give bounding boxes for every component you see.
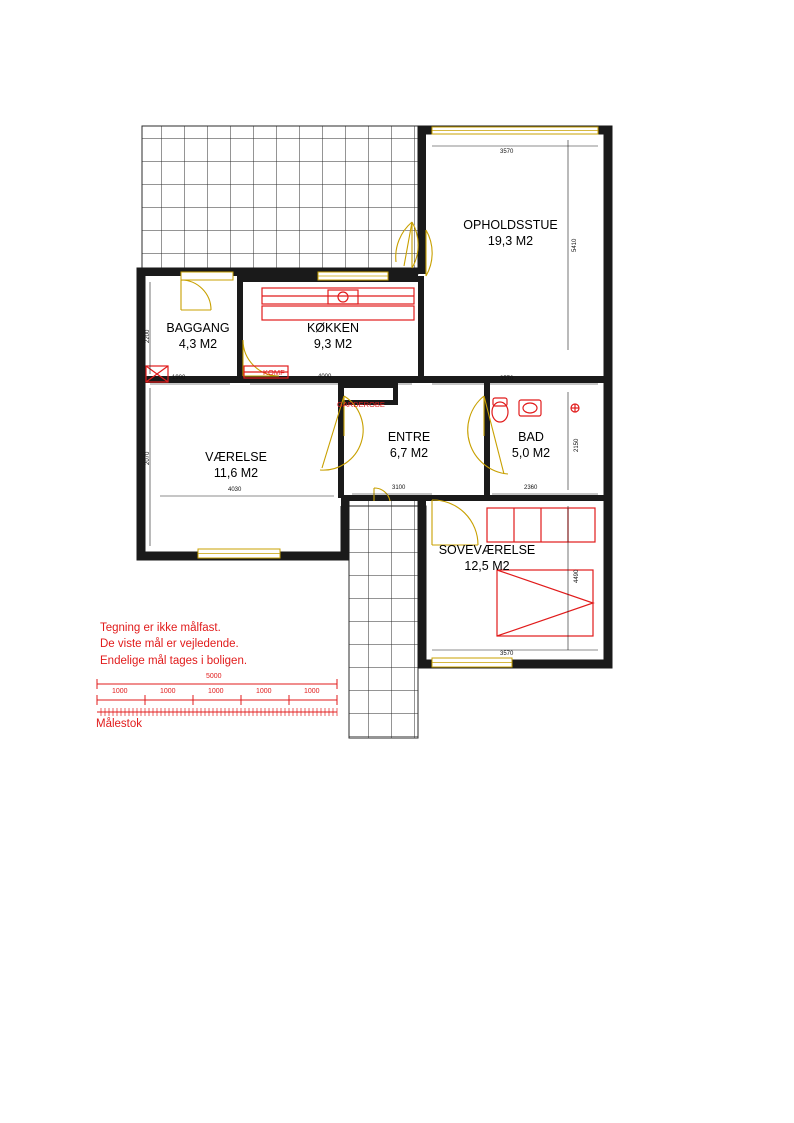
dimension-sove-bottom: 3570 bbox=[500, 651, 514, 657]
room-name: BAD bbox=[518, 430, 544, 444]
room-name: SOVEVÆRELSE bbox=[438, 543, 536, 557]
room-name: KØKKEN bbox=[306, 321, 360, 335]
label-garderobe: GARDEROBE bbox=[337, 400, 385, 409]
dimension-vaerelse-left: 2070 bbox=[145, 451, 151, 465]
dimension-opholdsstue-right: 5410 bbox=[572, 238, 578, 252]
room-area: 19,3 M2 bbox=[487, 233, 534, 248]
room-area: 4,3 M2 bbox=[178, 336, 218, 351]
bathroom-fixtures bbox=[492, 398, 579, 422]
room-label-vaerelse bbox=[178, 450, 294, 481]
dimension-kokken-bottom: 4000 bbox=[318, 374, 332, 380]
room-label-bad bbox=[486, 430, 576, 461]
scale-bar bbox=[97, 679, 337, 716]
room-area: 9,3 M2 bbox=[313, 336, 353, 351]
dimension-opholdsstue-top: 3570 bbox=[500, 149, 514, 155]
room-label-kokken bbox=[275, 321, 391, 352]
room-name: OPHOLDSSTUE bbox=[463, 218, 558, 232]
scale-total-label: 5000 bbox=[206, 673, 222, 680]
terrace-tiles-lower bbox=[349, 498, 418, 738]
room-name: VÆRELSE bbox=[205, 450, 267, 464]
terrace-tiles-upper-left bbox=[142, 126, 418, 274]
dimension-sove-right: 4490 bbox=[574, 569, 580, 583]
dimension-bad-right: 2150 bbox=[574, 438, 580, 452]
room-label-opholdsstue bbox=[443, 218, 578, 249]
scale-segment-label-5: 1000 bbox=[304, 688, 320, 695]
note-line-3: Endelige mål tages i boligen. bbox=[100, 654, 248, 667]
room-name: ENTRE bbox=[387, 430, 431, 444]
room-label-baggang bbox=[140, 321, 256, 352]
dimension-bad-bottom: 2360 bbox=[524, 485, 538, 491]
dimension-baggang-bottom: 1900 bbox=[172, 375, 186, 381]
scale-segment-label-3: 1000 bbox=[208, 688, 224, 695]
room-area: 5,0 M2 bbox=[511, 445, 551, 460]
note-line-1: Tegning er ikke målfast. bbox=[100, 622, 221, 634]
dimension-kokken-right: 3570 bbox=[500, 376, 514, 382]
room-name: BAGGANG bbox=[166, 321, 230, 335]
room-area: 11,6 M2 bbox=[213, 465, 259, 480]
scale-caption: Målestok bbox=[96, 718, 143, 730]
scale-segment-label-1: 1000 bbox=[112, 688, 128, 695]
room-area: 6,7 M2 bbox=[389, 445, 429, 460]
scale-segment-label-2: 1000 bbox=[160, 688, 176, 695]
dimension-vaerelse-bottom: 4030 bbox=[228, 487, 242, 493]
dimension-entre-bottom: 3100 bbox=[392, 485, 406, 491]
drawing-notes bbox=[100, 620, 247, 669]
note-line-2: De viste mål er vejledende. bbox=[100, 638, 239, 651]
label-komfur: KOMF bbox=[263, 368, 285, 377]
dimension-baggang-left: 2200 bbox=[145, 329, 151, 343]
room-label-entre bbox=[358, 430, 460, 461]
scale-segment-label-4: 1000 bbox=[256, 688, 272, 695]
room-label-sovevaerelse bbox=[412, 543, 562, 574]
room-area: 12,5 M2 bbox=[464, 558, 510, 573]
